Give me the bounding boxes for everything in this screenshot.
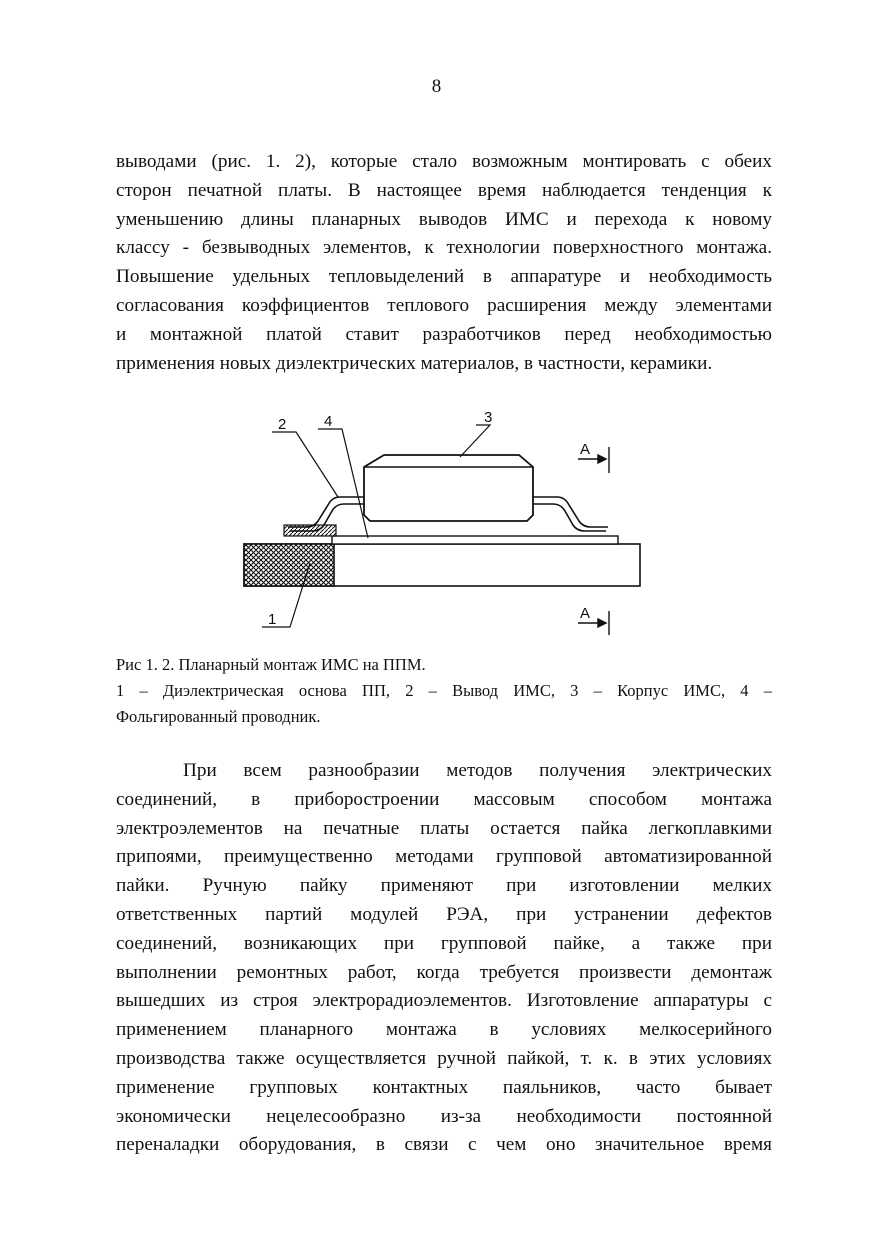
text-line: При всем разнообразии методов получения электрических xyxy=(183,760,772,781)
text-line: производства также осуществляется ручной пайкой, т. к. в этих условиях xyxy=(116,1047,772,1069)
label-foil: 4 xyxy=(324,413,333,430)
figure-planar-mounting xyxy=(236,405,656,635)
text-line: и монтажной платой ставит разработчиков перед необходимостью xyxy=(116,323,772,345)
caption-line: Фольгированный проводник. xyxy=(116,707,321,726)
text-line: пайки. Ручную пайку применяют при изготовлении мелких xyxy=(116,875,772,897)
caption-line: 1 – Диэлектрическая основа ПП, 2 – Вывод ИМС, 3 – Корпус ИМС, 4 – xyxy=(116,681,772,700)
label-lead: 2 xyxy=(278,416,287,433)
text-line: электроэлементов на печатные платы остается пайка легкоплавкими xyxy=(116,817,772,839)
label-section-bottom: А xyxy=(580,605,591,622)
text-line: уменьшению длины планарных выводов ИМС и перехода к новому xyxy=(116,208,772,230)
page-number: 8 xyxy=(431,76,442,97)
text-line: переналадки оборудования, в связи с чем оно значительное время xyxy=(116,1134,772,1156)
text-line: сторон печатной платы. В настоящее время наблюдается тенденция к xyxy=(116,179,772,201)
text-line: припоями, преимущественно методами групповой автоматизированной xyxy=(116,846,772,868)
label-section-top: А xyxy=(580,441,591,458)
text-line: согласования коэффициентов теплового расширения между элементами xyxy=(116,294,772,316)
leader-line-3 xyxy=(460,425,490,457)
leader-line-2 xyxy=(272,432,338,497)
figure-caption xyxy=(116,652,772,730)
text-line: применение групповых контактных паяльников, часто бывает xyxy=(116,1076,772,1098)
foil-conductor xyxy=(332,536,618,544)
paragraph-1 xyxy=(116,148,772,378)
label-base: 1 xyxy=(268,611,277,628)
text-line: выполнении ремонтных работ, когда требуется произвести демонтаж xyxy=(116,961,772,983)
text-line: соединений, в приборостроении массовым способом монтажа xyxy=(116,788,772,810)
ic-body xyxy=(364,455,533,521)
text-line: классу - безвыводных элементов, к технологии поверхностного монтажа. xyxy=(116,237,772,259)
text-line: выводами (рис. 1. 2), которые стало возможным монтировать с обеих xyxy=(116,151,772,172)
text-line: применением планарного монтажа в условиях мелкосерийного xyxy=(116,1019,772,1041)
text-line: применения новых диэлектрических материалов, в частности, керамики. xyxy=(116,352,713,374)
paragraph-2 xyxy=(116,757,772,1160)
label-body: 3 xyxy=(484,409,493,426)
text-line: экономически нецелесообразно из-за необходимости постоянной xyxy=(116,1105,772,1127)
caption-line: Рис 1. 2. Планарный монтаж ИМС на ППМ. xyxy=(116,655,426,674)
text-line: вышедших из строя электрорадиоэлементов. Изготовление аппаратуры с xyxy=(116,990,772,1012)
dielectric-base xyxy=(244,544,640,586)
text-line: соединений, возникающих при групповой пайке, а также при xyxy=(116,932,772,954)
text-line: Повышение удельных тепловыделений в аппаратуре и необходимость xyxy=(116,266,772,288)
text-line: ответственных партий модулей РЭА, при устранении дефектов xyxy=(116,903,772,925)
